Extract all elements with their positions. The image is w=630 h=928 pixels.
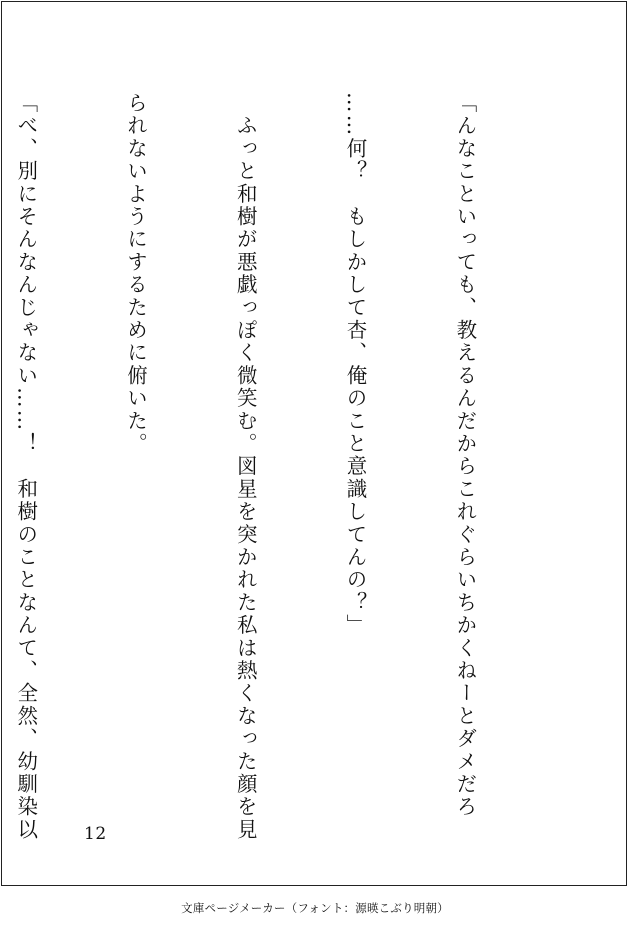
book-page [1, 1, 627, 886]
text-line: 「んなこといっても、教えるんだからこれぐらいちかくねーとダメだろ [452, 92, 477, 819]
text-line: ……何？ もしかして杏、俺のこと意識してんの？」 [343, 92, 368, 637]
text-line: 「べ、別にそんなんじゃない……！ 和樹のことなんて、全然、幼馴染以 [13, 92, 38, 842]
page-number: 12 [84, 824, 107, 844]
footer-caption: 文庫ページメーカー（フォント：源暎こぶり明朝） [181, 901, 449, 915]
text-line: られないようにするために俯いた。 [123, 92, 148, 456]
text-line: ふっと和樹が悪戯っぽく微笑む。図星を突かれた私は熱くなった顔を見 [233, 92, 258, 842]
